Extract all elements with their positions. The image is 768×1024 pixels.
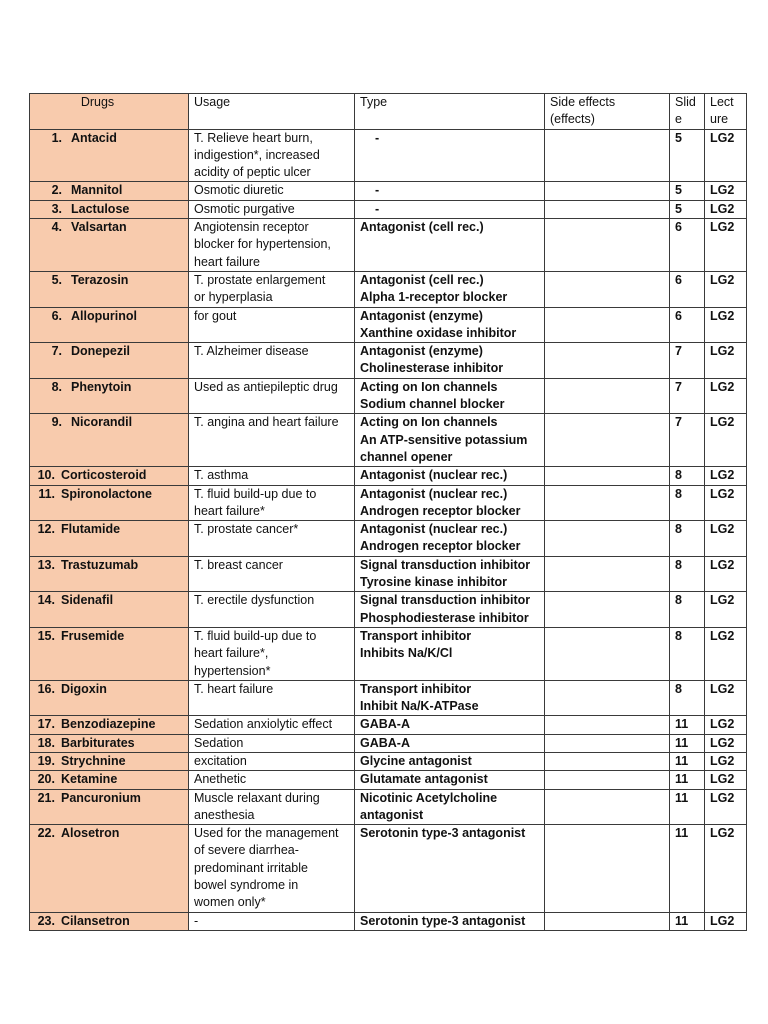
row-number: 5. — [51, 272, 62, 287]
drug-name-cell — [30, 734, 189, 752]
drug-name: Lactulose — [71, 201, 130, 216]
side-effects-cell — [545, 592, 670, 628]
type-cell: - — [355, 182, 545, 200]
drug-name-cell — [30, 912, 189, 930]
drug-name: Phenytoin — [71, 379, 132, 394]
drug-name: Benzodiazepine — [61, 717, 156, 732]
drug-name-cell — [30, 521, 189, 557]
slide-cell: 8 — [670, 467, 705, 485]
slide-cell: 11 — [670, 912, 705, 930]
lecture-cell: LG2 — [705, 521, 747, 557]
side-effects-cell — [545, 129, 670, 182]
drug-name-cell — [30, 467, 189, 485]
table-row — [30, 912, 747, 930]
lecture-cell: LG2 — [705, 485, 747, 521]
type-cell: Antagonist (nuclear rec.) — [355, 467, 545, 485]
slide-cell: 8 — [670, 627, 705, 680]
table-row — [30, 307, 747, 343]
usage-cell: T. erectile dysfunction — [189, 592, 355, 628]
usage-cell: T. fluid build-up due to heart failure* — [189, 485, 355, 521]
lecture-cell: LG2 — [705, 129, 747, 182]
type-cell: Serotonin type-3 antagonist — [355, 825, 545, 912]
row-number: 23. — [37, 913, 55, 928]
type-cell: Antagonist (cell rec.) Alpha 1-receptor blocker — [355, 271, 545, 307]
drug-name-cell — [30, 680, 189, 716]
drug-name-cell — [30, 200, 189, 218]
usage-cell: Used for the management of severe diarrhea- predominant irritable bowel syndrome in women only* — [189, 825, 355, 912]
slide-cell: 5 — [670, 182, 705, 200]
slide-cell: 5 — [670, 200, 705, 218]
table-row — [30, 627, 747, 680]
table-row — [30, 343, 747, 379]
table-row — [30, 219, 747, 272]
slide-cell: 8 — [670, 680, 705, 716]
type-cell: Antagonist (nuclear rec.) Androgen receptor blocker — [355, 485, 545, 521]
lecture-cell: LG2 — [705, 912, 747, 930]
slide-cell: 8 — [670, 592, 705, 628]
lecture-cell: LG2 — [705, 825, 747, 912]
usage-cell: T. prostate cancer* — [189, 521, 355, 557]
slide-cell: 8 — [670, 556, 705, 592]
header-drugs: Drugs — [30, 94, 189, 130]
lecture-cell: LG2 — [705, 592, 747, 628]
drug-name: Flutamide — [61, 522, 121, 537]
row-number: 19. — [37, 753, 55, 768]
type-cell: Glutamate antagonist — [355, 771, 545, 789]
drug-name-cell — [30, 343, 189, 379]
type-cell: Serotonin type-3 antagonist — [355, 912, 545, 930]
side-effects-cell — [545, 734, 670, 752]
side-effects-cell — [545, 467, 670, 485]
row-number: 6. — [51, 308, 62, 323]
usage-cell: Used as antiepileptic drug — [189, 378, 355, 414]
lecture-cell: LG2 — [705, 680, 747, 716]
side-effects-cell — [545, 752, 670, 770]
usage-cell: Sedation — [189, 734, 355, 752]
lecture-cell: LG2 — [705, 467, 747, 485]
header-type: Type — [355, 94, 545, 130]
table-row — [30, 752, 747, 770]
drug-name: Ketamine — [61, 772, 118, 787]
drug-name-cell — [30, 485, 189, 521]
usage-cell: Muscle relaxant during anesthesia — [189, 789, 355, 825]
table-row — [30, 182, 747, 200]
row-number: 18. — [37, 735, 55, 750]
drug-name: Barbiturates — [61, 735, 135, 750]
usage-cell: - — [189, 912, 355, 930]
drug-table — [29, 93, 747, 931]
usage-cell: Osmotic purgative — [189, 200, 355, 218]
table-row — [30, 556, 747, 592]
drug-name-cell — [30, 627, 189, 680]
side-effects-cell — [545, 271, 670, 307]
drug-name: Donepezil — [71, 344, 131, 359]
header-slide: Slid e — [670, 94, 705, 130]
slide-cell: 7 — [670, 378, 705, 414]
header-side-effects: Side effects (effects) — [545, 94, 670, 130]
table-row — [30, 734, 747, 752]
slide-cell: 7 — [670, 414, 705, 467]
drug-name: Antacid — [71, 130, 117, 145]
table-body — [30, 129, 747, 930]
usage-cell: T. Relieve heart burn, indigestion*, increased acidity of peptic ulcer — [189, 129, 355, 182]
usage-cell: Angiotensin receptor blocker for hypertension, heart failure — [189, 219, 355, 272]
table-row — [30, 378, 747, 414]
type-cell: Nicotinic Acetylcholine antagonist — [355, 789, 545, 825]
usage-cell: Anethetic — [189, 771, 355, 789]
drug-name-cell — [30, 771, 189, 789]
lecture-cell: LG2 — [705, 343, 747, 379]
side-effects-cell — [545, 219, 670, 272]
drug-name-cell — [30, 182, 189, 200]
side-effects-cell — [545, 912, 670, 930]
drug-name: Allopurinol — [71, 308, 137, 323]
side-effects-cell — [545, 378, 670, 414]
row-number: 20. — [37, 772, 55, 787]
table-row — [30, 825, 747, 912]
drug-name: Pancuronium — [61, 790, 141, 805]
drug-name-cell — [30, 789, 189, 825]
slide-cell: 5 — [670, 129, 705, 182]
row-number: 7. — [51, 344, 62, 359]
lecture-cell: LG2 — [705, 734, 747, 752]
lecture-cell: LG2 — [705, 378, 747, 414]
side-effects-cell — [545, 521, 670, 557]
usage-cell: T. fluid build-up due to heart failure*, hypertension* — [189, 627, 355, 680]
table-row — [30, 485, 747, 521]
table-row — [30, 592, 747, 628]
usage-cell: Sedation anxiolytic effect — [189, 716, 355, 734]
drug-name-cell — [30, 414, 189, 467]
drug-name: Spironolactone — [61, 486, 152, 501]
usage-cell: T. prostate enlargement or hyperplasia — [189, 271, 355, 307]
drug-name: Sidenafil — [61, 593, 114, 608]
side-effects-cell — [545, 789, 670, 825]
table-header-row — [30, 94, 747, 130]
drug-name: Terazosin — [71, 272, 129, 287]
row-number: 4. — [51, 220, 62, 235]
table-row — [30, 789, 747, 825]
lecture-cell: LG2 — [705, 627, 747, 680]
side-effects-cell — [545, 182, 670, 200]
type-cell: Signal transduction inhibitor Phosphodiesterase inhibitor — [355, 592, 545, 628]
table-row — [30, 521, 747, 557]
drug-name-cell — [30, 592, 189, 628]
row-number: 1. — [51, 130, 62, 145]
slide-cell: 11 — [670, 825, 705, 912]
slide-cell: 11 — [670, 716, 705, 734]
drug-name-cell — [30, 378, 189, 414]
lecture-cell: LG2 — [705, 271, 747, 307]
slide-cell: 11 — [670, 752, 705, 770]
type-cell: Antagonist (nuclear rec.) Androgen receptor blocker — [355, 521, 545, 557]
side-effects-cell — [545, 716, 670, 734]
drug-name: Strychnine — [61, 753, 126, 768]
side-effects-cell — [545, 414, 670, 467]
type-cell: Transport inhibitor Inhibit Na/K-ATPase — [355, 680, 545, 716]
side-effects-cell — [545, 627, 670, 680]
drug-name-cell — [30, 716, 189, 734]
row-number: 2. — [51, 183, 62, 198]
side-effects-cell — [545, 200, 670, 218]
slide-cell: 11 — [670, 789, 705, 825]
drug-name: Alosetron — [61, 826, 120, 841]
lecture-cell: LG2 — [705, 414, 747, 467]
row-number: 14. — [37, 593, 55, 608]
usage-cell: T. asthma — [189, 467, 355, 485]
row-number: 13. — [37, 557, 55, 572]
table-row — [30, 271, 747, 307]
slide-cell: 8 — [670, 521, 705, 557]
row-number: 17. — [37, 717, 55, 732]
side-effects-cell — [545, 307, 670, 343]
slide-cell: 6 — [670, 271, 705, 307]
slide-cell: 11 — [670, 771, 705, 789]
table-row — [30, 716, 747, 734]
usage-cell: T. angina and heart failure — [189, 414, 355, 467]
usage-cell: excitation — [189, 752, 355, 770]
drug-name-cell — [30, 556, 189, 592]
type-cell: Signal transduction inhibitor Tyrosine kinase inhibitor — [355, 556, 545, 592]
drug-name: Frusemide — [61, 628, 125, 643]
type-cell: Acting on Ion channels Sodium channel blocker — [355, 378, 545, 414]
type-cell: Antagonist (enzyme) Cholinesterase inhibitor — [355, 343, 545, 379]
side-effects-cell — [545, 825, 670, 912]
table-row — [30, 200, 747, 218]
side-effects-cell — [545, 343, 670, 379]
side-effects-cell — [545, 556, 670, 592]
table-row — [30, 467, 747, 485]
row-number: 3. — [51, 201, 62, 216]
type-cell: GABA-A — [355, 734, 545, 752]
slide-cell: 8 — [670, 485, 705, 521]
usage-cell: T. heart failure — [189, 680, 355, 716]
row-number: 11. — [38, 486, 55, 501]
table-row — [30, 414, 747, 467]
drug-name: Nicorandil — [71, 415, 133, 430]
drug-name-cell — [30, 271, 189, 307]
row-number: 9. — [51, 415, 62, 430]
lecture-cell: LG2 — [705, 556, 747, 592]
type-cell: GABA-A — [355, 716, 545, 734]
row-number: 15. — [37, 628, 55, 643]
drug-name: Valsartan — [71, 220, 127, 235]
type-cell: Antagonist (enzyme) Xanthine oxidase inhibitor — [355, 307, 545, 343]
table-row — [30, 771, 747, 789]
slide-cell: 7 — [670, 343, 705, 379]
drug-name: Digoxin — [61, 681, 107, 696]
usage-cell: T. Alzheimer disease — [189, 343, 355, 379]
slide-cell: 11 — [670, 734, 705, 752]
type-cell: - — [355, 129, 545, 182]
row-number: 22. — [37, 826, 55, 841]
lecture-cell: LG2 — [705, 219, 747, 272]
type-cell: Glycine antagonist — [355, 752, 545, 770]
lecture-cell: LG2 — [705, 752, 747, 770]
drug-name-cell — [30, 825, 189, 912]
drug-name: Corticosteroid — [61, 468, 147, 483]
lecture-cell: LG2 — [705, 307, 747, 343]
side-effects-cell — [545, 771, 670, 789]
row-number: 10. — [37, 468, 55, 483]
lecture-cell: LG2 — [705, 182, 747, 200]
drug-name-cell — [30, 129, 189, 182]
type-cell: Acting on Ion channels An ATP-sensitive potassium channel opener — [355, 414, 545, 467]
lecture-cell: LG2 — [705, 789, 747, 825]
slide-cell: 6 — [670, 219, 705, 272]
drug-name-cell — [30, 307, 189, 343]
header-lecture: Lect ure — [705, 94, 747, 130]
row-number: 8. — [51, 379, 62, 394]
drug-name-cell — [30, 752, 189, 770]
lecture-cell: LG2 — [705, 771, 747, 789]
drug-name: Mannitol — [71, 183, 123, 198]
row-number: 16. — [37, 681, 55, 696]
usage-cell: Osmotic diuretic — [189, 182, 355, 200]
lecture-cell: LG2 — [705, 716, 747, 734]
table-row — [30, 680, 747, 716]
side-effects-cell — [545, 485, 670, 521]
row-number: 12. — [37, 522, 55, 537]
side-effects-cell — [545, 680, 670, 716]
row-number: 21. — [37, 790, 55, 805]
lecture-cell: LG2 — [705, 200, 747, 218]
type-cell: Transport inhibitor Inhibits Na/K/Cl — [355, 627, 545, 680]
drug-name: Trastuzumab — [61, 557, 139, 572]
table-row — [30, 129, 747, 182]
type-cell: - — [355, 200, 545, 218]
slide-cell: 6 — [670, 307, 705, 343]
usage-cell: for gout — [189, 307, 355, 343]
usage-cell: T. breast cancer — [189, 556, 355, 592]
drug-name-cell — [30, 219, 189, 272]
type-cell: Antagonist (cell rec.) — [355, 219, 545, 272]
drug-name: Cilansetron — [61, 913, 130, 928]
header-usage: Usage — [189, 94, 355, 130]
